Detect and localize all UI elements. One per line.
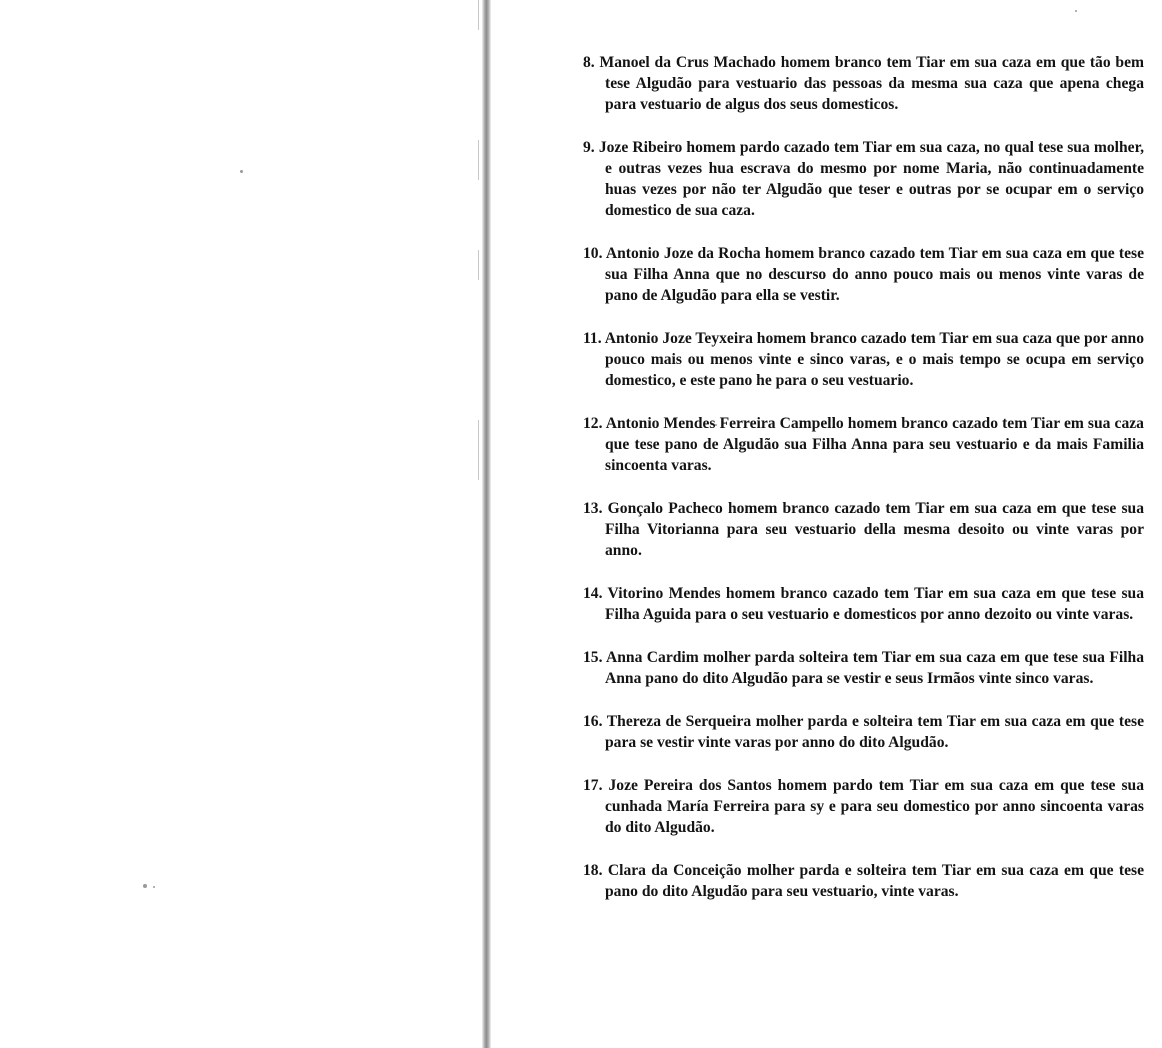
entry-text: Joze Ribeiro homem pardo cazado tem Tiar em sua caza, no qual tese sua molher, e outras vezes hua escrava do mesmo por nome Maria, não continuadamente huas vezes por não ter Algudão que teser e outras por se ocupar em o serviço domestico de sua caza.	[598, 139, 1144, 219]
gutter-shadow-line	[478, 250, 479, 280]
page-speck	[143, 884, 147, 888]
entry-text: Antonio Joze Teyxeira homem branco cazado tem Tiar em sua caza que por anno pouco mais ou menos vinte e sinco varas, e o mais tempo se ocupa em serviço domestico, e este pano he para o seu vestuario.	[604, 330, 1144, 389]
entry-number: 8.	[583, 54, 595, 71]
entry-number: 13.	[583, 500, 603, 517]
entry-number: 15.	[583, 649, 603, 666]
right-page	[491, 0, 1162, 1048]
entry-text: Vitorino Mendes homem branco cazado tem Tiar em sua caza em que tese sua Filha Aguida para o seu vestuario e domesticos por anno dezoito ou vinte varas.	[605, 585, 1144, 623]
entry-10	[583, 243, 1144, 306]
entry-12	[583, 413, 1144, 476]
entry-text: Antonio Mendes Ferreira Campello homem branco cazado tem Tiar em sua caza que tese pano de Algudão sua Filha Anna para seu vestuario e da mais Familia sincoenta varas.	[605, 415, 1144, 474]
entry-number: 10.	[583, 245, 603, 262]
left-page-blank	[0, 0, 482, 1048]
entry-11	[583, 328, 1144, 391]
gutter-shadow-line	[478, 0, 479, 30]
entry-15	[583, 647, 1144, 689]
entry-14	[583, 583, 1144, 625]
entry-17	[583, 775, 1144, 838]
book-gutter	[482, 0, 491, 1048]
entry-text: Clara da Conceição molher parda e solteira tem Tiar em sua caza em que tese pano do dito Algudão para seu vestuario, vinte varas.	[605, 862, 1144, 900]
entry-number: 14.	[583, 585, 603, 602]
entry-number: 9.	[583, 139, 595, 156]
entry-9	[583, 137, 1144, 221]
entry-number: 17.	[583, 777, 603, 794]
gutter-shadow-line	[478, 140, 479, 180]
entry-number: 18.	[583, 862, 603, 879]
entry-16	[583, 711, 1144, 753]
entry-list	[583, 52, 1144, 902]
entry-text: Gonçalo Pacheco homem branco cazado tem Tiar em sua caza em que tese sua Filha Vitorianna para seu vestuario della mesma desoito ou vinte varas por anno.	[605, 500, 1144, 559]
entry-text: Thereza de Serqueira molher parda e solteira tem Tiar em sua caza em que tese para se vestir vinte varas por anno do dito Algudão.	[605, 713, 1144, 751]
entry-number: 12.	[583, 415, 603, 432]
page-speck	[1075, 10, 1077, 12]
entry-text: Anna Cardim molher parda solteira tem Tiar em sua caza em que tese sua Filha Anna pano do dito Algudão para se vestir e seus Irmãos vinte sinco varas.	[605, 649, 1144, 687]
entry-8	[583, 52, 1144, 115]
gutter-shadow-line	[478, 420, 479, 480]
entry-18	[583, 860, 1144, 902]
page-speck	[153, 886, 155, 888]
entry-number: 16.	[583, 713, 603, 730]
entry-text: Manoel da Crus Machado homem branco tem Tiar em sua caza em que tão bem tese Algudão para vestuario das pessoas da mesma sua caza que apena chega para vestuario de algus dos seus domesticos.	[599, 54, 1144, 113]
entry-text: Joze Pereira dos Santos homem pardo tem Tiar em sua caza em que tese sua cunhada María Ferreira para sy e para seu domestico por anno sincoenta varas do dito Algudão.	[605, 777, 1144, 836]
entry-number: 11.	[583, 330, 602, 347]
page-speck	[240, 170, 243, 173]
entry-13	[583, 498, 1144, 561]
entry-text: Antonio Joze da Rocha homem branco cazado tem Tiar em sua caza em que tese sua Filha Anna que no descurso do anno pouco mais ou menos vinte varas de pano de Algudão para ella se vestir.	[605, 245, 1145, 304]
